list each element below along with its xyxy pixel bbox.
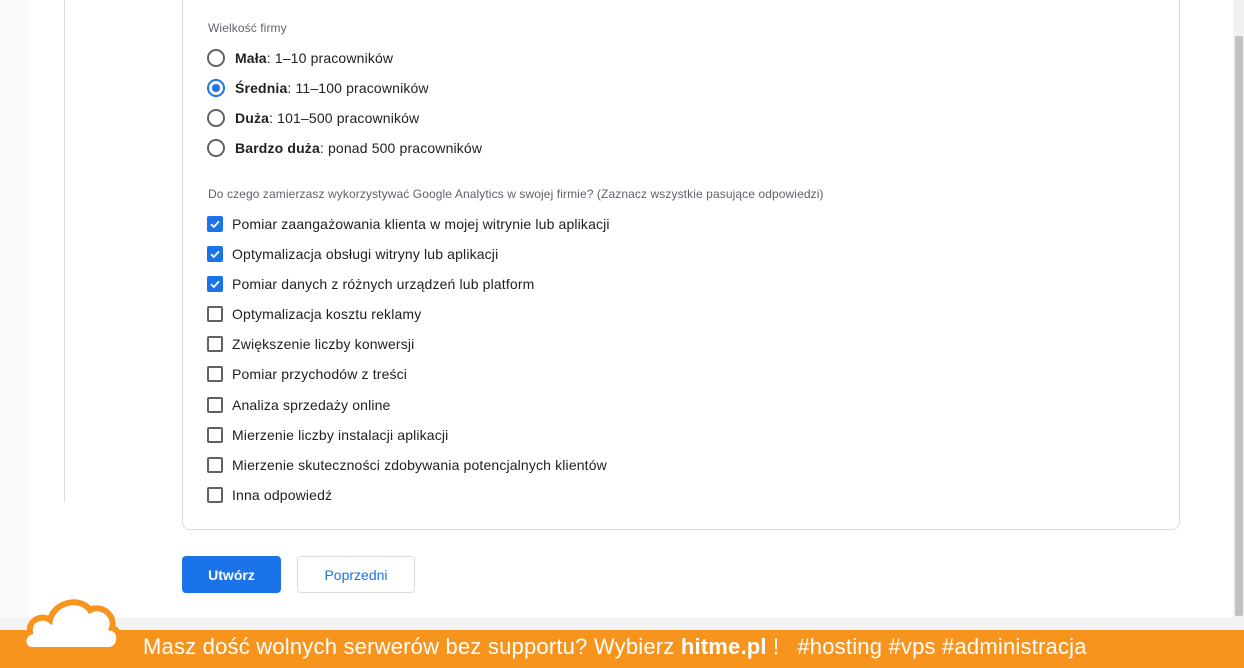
checkbox-label: Analiza sprzedaży online <box>232 397 391 413</box>
banner-exclamation: ! <box>766 634 780 659</box>
checkbox-label: Mierzenie liczby instalacji aplikacji <box>232 427 449 443</box>
checkbox-unchecked-icon[interactable] <box>207 457 223 473</box>
radio-button-icon[interactable] <box>207 109 225 127</box>
checkbox-checked-icon[interactable] <box>207 246 223 262</box>
radio-button-icon[interactable] <box>207 139 225 157</box>
checkbox-unchecked-icon[interactable] <box>207 306 223 322</box>
banner-message: Masz dość wolnych serwerów bez supportu? Wybierz <box>143 634 681 659</box>
option-desc: : 11–100 pracowników <box>287 80 429 96</box>
scrollbar-thumb[interactable] <box>1235 36 1243 616</box>
checkbox-option[interactable] <box>207 483 332 507</box>
banner-text <box>143 634 1087 660</box>
stepper-line <box>64 0 65 502</box>
cloud-logo-icon <box>18 592 124 668</box>
checkbox-unchecked-icon[interactable] <box>207 366 223 382</box>
checkbox-option[interactable] <box>207 242 498 266</box>
create-button[interactable]: Utwórz <box>182 556 281 593</box>
radio-button-selected-icon[interactable] <box>207 79 225 97</box>
checkbox-unchecked-icon[interactable] <box>207 336 223 352</box>
checkbox-option[interactable] <box>207 393 390 417</box>
checkbox-option[interactable] <box>207 212 610 236</box>
checkbox-checked-icon[interactable] <box>207 276 223 292</box>
radio-option-small[interactable] <box>207 46 393 70</box>
company-size-label: Wielkość firmy <box>208 21 287 35</box>
radio-option-very-large[interactable] <box>207 136 482 160</box>
option-name: Bardzo duża <box>235 140 320 156</box>
checkbox-unchecked-icon[interactable] <box>207 427 223 443</box>
checkbox-label: Inna odpowiedź <box>232 487 333 503</box>
checkbox-label: Optymalizacja obsługi witryny lub aplikacji <box>232 246 499 262</box>
option-name: Duża <box>235 110 270 126</box>
radio-option-medium[interactable] <box>207 76 429 100</box>
previous-button[interactable]: Poprzedni <box>297 556 415 593</box>
checkbox-option[interactable] <box>207 423 448 447</box>
checkbox-unchecked-icon[interactable] <box>207 397 223 413</box>
footer-strip <box>0 618 1244 630</box>
checkbox-unchecked-icon[interactable] <box>207 487 223 503</box>
checkbox-label: Zwiększenie liczby konwersji <box>232 336 415 352</box>
option-name: Średnia <box>235 80 288 96</box>
checkbox-option[interactable] <box>207 453 607 477</box>
checkbox-label: Pomiar przychodów z treści <box>232 366 408 382</box>
radio-option-large[interactable] <box>207 106 419 130</box>
checkbox-label: Mierzenie skuteczności zdobywania potencjalnych klientów <box>232 457 607 473</box>
checkbox-checked-icon[interactable] <box>207 216 223 232</box>
checkbox-option[interactable] <box>207 362 407 386</box>
option-name: Mała <box>235 50 267 66</box>
checkbox-option[interactable] <box>207 272 534 296</box>
banner-brand[interactable]: hitme.pl <box>680 634 767 659</box>
checkbox-label: Optymalizacja kosztu reklamy <box>232 306 422 322</box>
option-desc: : 1–10 pracowników <box>266 50 394 66</box>
left-gutter <box>0 0 28 668</box>
checkbox-label: Pomiar zaangażowania klienta w mojej witrynie lub aplikacji <box>232 216 610 232</box>
option-desc: : 101–500 pracowników <box>269 110 420 126</box>
usage-question-label: Do czego zamierzasz wykorzystywać Google Analytics w swojej firmie? (Zaznacz wszystkie pasujące odpowiedzi) <box>208 187 824 201</box>
checkbox-option[interactable] <box>207 302 421 326</box>
checkbox-label: Pomiar danych z różnych urządzeń lub platform <box>232 276 535 292</box>
banner-tags: #hosting #vps #administracja <box>797 634 1087 659</box>
option-desc: : ponad 500 pracowników <box>319 140 483 156</box>
checkbox-option[interactable] <box>207 332 414 356</box>
radio-button-icon[interactable] <box>207 49 225 67</box>
